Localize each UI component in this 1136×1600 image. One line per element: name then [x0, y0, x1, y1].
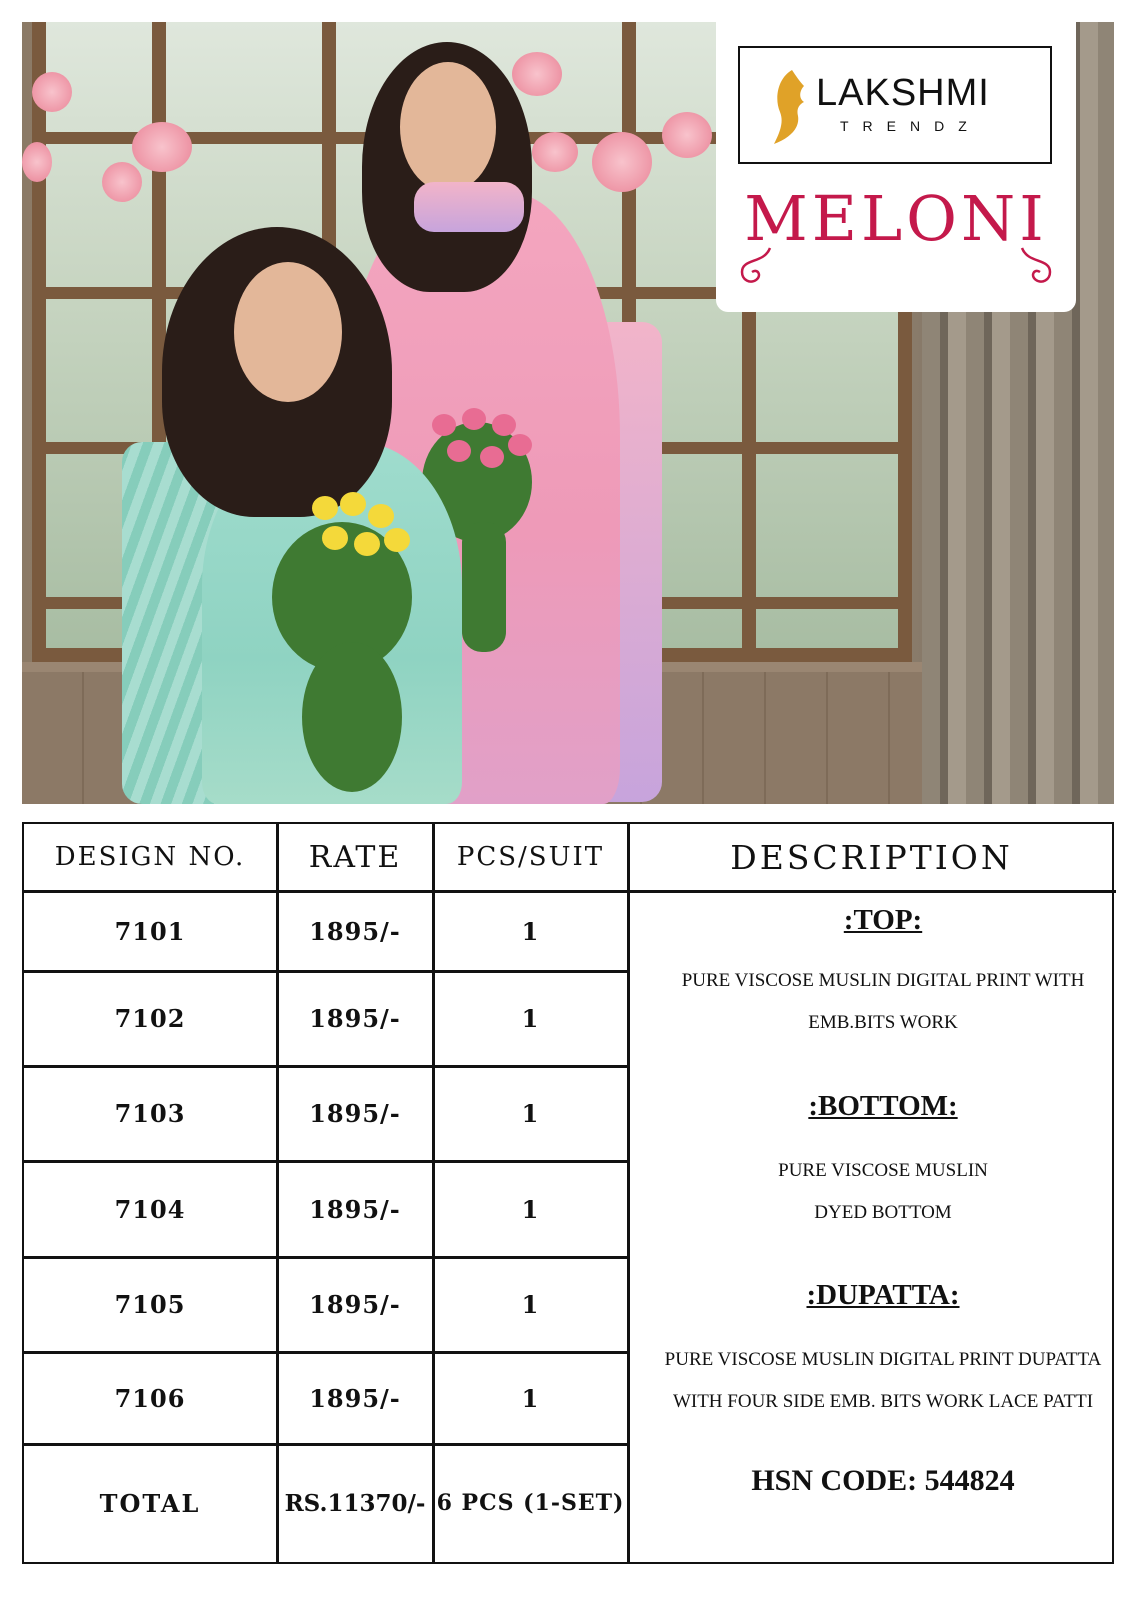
design-no-cell: 7105: [114, 1290, 186, 1319]
pcs-cell: 1: [521, 1290, 540, 1319]
rose: [384, 528, 410, 552]
brand-card: [716, 22, 1076, 312]
woman-silhouette-icon: [770, 68, 814, 148]
price-table: [22, 822, 1114, 1564]
design-no-cell: 7106: [114, 1383, 186, 1413]
rose: [312, 496, 338, 520]
brand-subtitle: TRENDZ: [840, 118, 981, 134]
rose: [354, 532, 380, 556]
dupatta-line-2: WITH FOUR SIDE EMB. BITS WORK LACE PATTI: [672, 1391, 1094, 1412]
blossom: [592, 132, 652, 192]
pcs-cell: 1: [521, 1099, 540, 1128]
blossom: [532, 132, 578, 172]
design-no-cell: 7101: [114, 916, 186, 946]
bouquet: [462, 522, 506, 652]
blossom: [662, 112, 712, 158]
total-label: TOTAL: [99, 1488, 201, 1518]
rate-cell: 1895/-: [309, 1290, 401, 1319]
total-rate: RS.11370/-: [284, 1489, 426, 1517]
design-no-cell: 7102: [114, 1004, 186, 1033]
rose: [508, 434, 532, 456]
header-design-no: DESIGN NO.: [54, 842, 246, 872]
description-panel: [650, 824, 1116, 1566]
blossom: [102, 162, 142, 202]
rate-cell: 1895/-: [309, 1194, 401, 1224]
header-rate: RATE: [308, 839, 402, 875]
bottom-heading: :BOTTOM:: [808, 1090, 958, 1122]
brand-name: LAKSHMI: [816, 72, 990, 114]
hsn-code: HSN CODE: 544824: [751, 1464, 1015, 1497]
pcs-cell: 1: [521, 1004, 540, 1033]
collection-title: MELONI: [744, 182, 1048, 255]
dupatta-pink: [414, 182, 524, 232]
table-divider: [627, 824, 630, 1562]
blossom: [22, 142, 52, 182]
rose: [480, 446, 504, 468]
brand-logo: [738, 46, 1052, 164]
rose: [492, 414, 516, 436]
pcs-cell: 1: [521, 916, 540, 946]
swirl-ornament-icon: [1014, 244, 1058, 288]
design-no-cell: 7104: [114, 1194, 186, 1224]
rate-cell: 1895/-: [309, 1383, 401, 1413]
rate-cell: 1895/-: [309, 1004, 401, 1033]
pcs-cell: 1: [521, 1383, 540, 1413]
blossom: [32, 72, 72, 112]
header-description: DESCRIPTION: [730, 837, 1013, 877]
blossom: [512, 52, 562, 96]
top-line-2: EMB.BITS WORK: [808, 1012, 958, 1033]
rose: [462, 408, 486, 430]
top-line-1: PURE VISCOSE MUSLIN DIGITAL PRINT WITH: [681, 970, 1085, 991]
dupatta-line-1: PURE VISCOSE MUSLIN DIGITAL PRINT DUPATTA: [664, 1349, 1102, 1370]
rate-cell: 1895/-: [309, 1099, 401, 1128]
rose: [432, 414, 456, 436]
bottom-line-2: DYED BOTTOM: [814, 1202, 952, 1223]
total-pcs: 6 PCS (1-SET): [436, 1490, 625, 1516]
pcs-cell: 1: [521, 1194, 540, 1224]
bouquet: [302, 642, 402, 792]
swirl-ornament-icon: [734, 244, 778, 288]
design-no-cell: 7103: [114, 1099, 186, 1128]
blossom: [132, 122, 192, 172]
rose: [340, 492, 366, 516]
dupatta-heading: :DUPATTA:: [806, 1279, 960, 1311]
header-pcs-suit: PCS/SUIT: [456, 842, 605, 872]
bottom-line-1: PURE VISCOSE MUSLIN: [778, 1160, 988, 1181]
top-heading: :TOP:: [843, 904, 923, 936]
rate-cell: 1895/-: [309, 916, 401, 946]
rose: [447, 440, 471, 462]
face: [400, 62, 496, 192]
rose: [368, 504, 394, 528]
face: [234, 262, 342, 402]
rose: [322, 526, 348, 550]
